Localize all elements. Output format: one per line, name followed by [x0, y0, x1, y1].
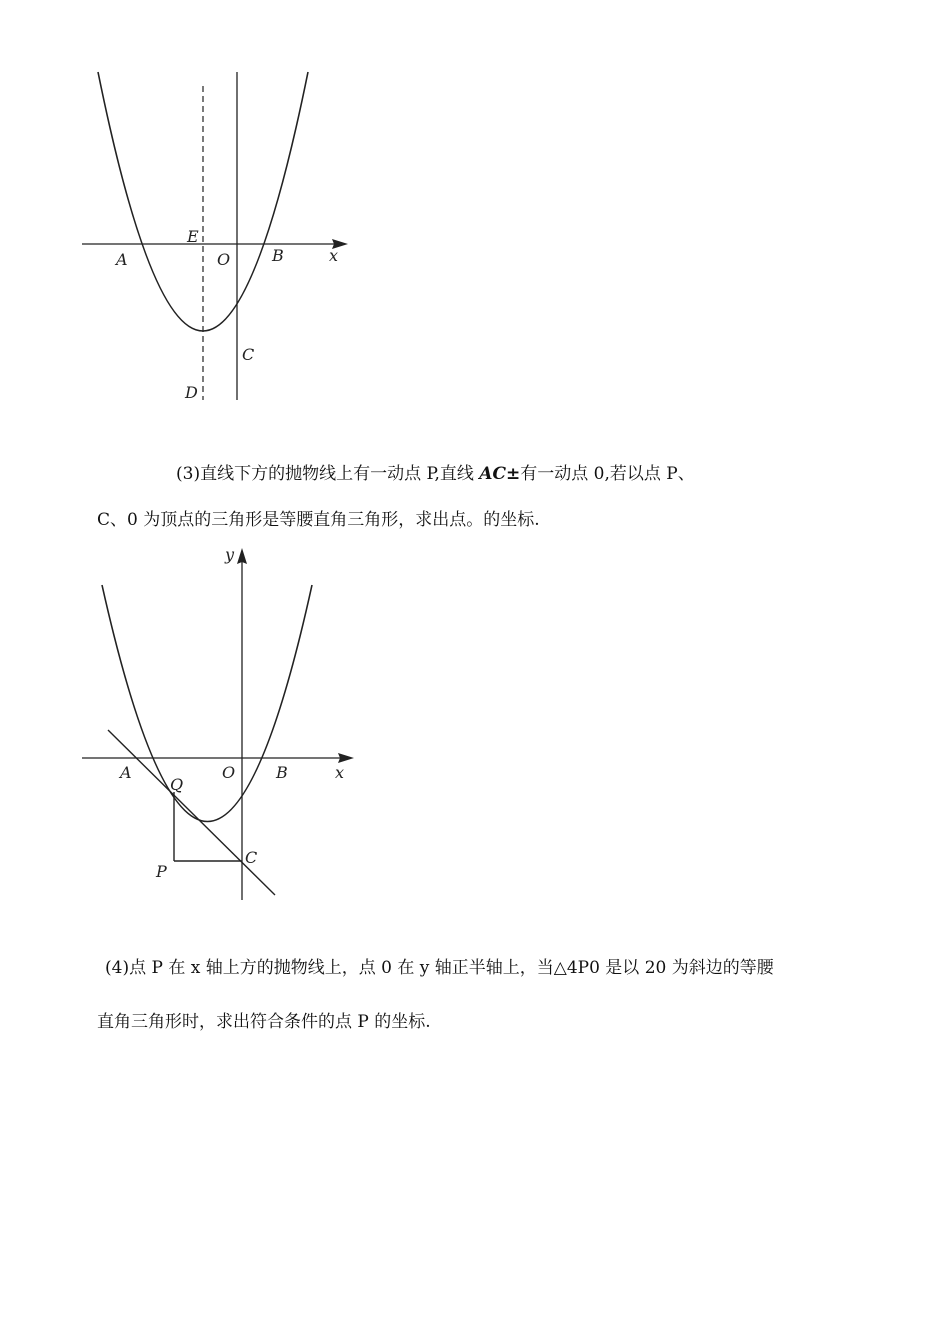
problem-3-line-1-pre: (3)直线下方的抛物线上有一动点 P,直线: [176, 464, 480, 484]
label-B: B: [276, 763, 288, 782]
label-D: D: [185, 383, 198, 402]
label-y: y: [225, 545, 235, 564]
figure-2-svg: [70, 540, 370, 910]
problem-3-line-1-post: 有一动点 0,若以点 P、: [520, 464, 695, 484]
problem-3-line-1: [176, 464, 695, 484]
label-E: E: [187, 227, 199, 246]
label-x: x: [329, 246, 339, 265]
figure-1-svg: [70, 60, 370, 410]
problem-4-line-1: [105, 958, 774, 978]
label-C: C: [242, 345, 255, 364]
problem-3-line-2: [97, 510, 540, 530]
label-O: O: [222, 763, 236, 782]
label-Q: Q: [170, 775, 184, 794]
label-A: A: [120, 763, 132, 782]
problem-4-line-2: [97, 1012, 431, 1032]
label-P: P: [156, 862, 167, 881]
label-A: A: [116, 250, 128, 269]
line-AC: [108, 730, 275, 895]
figure-1-parabola: [70, 60, 370, 410]
problem-3-line-2-text: C、0 为顶点的三角形是等腰直角三角形，求出点。的坐标.: [97, 510, 540, 530]
label-C: C: [245, 848, 258, 867]
label-B: B: [272, 246, 284, 265]
problem-3-ac-symbol: AC±: [479, 464, 521, 484]
x-axis-arrow: [338, 753, 354, 763]
problem-4-line-1-text: (4)点 P 在 x 轴上方的抛物线上，点 0 在 y 轴正半轴上，当△4P0 是以 20 为斜边的等腰: [105, 958, 774, 978]
figure-2-parabola: [70, 540, 370, 910]
y-axis-arrow: [237, 548, 247, 564]
parabola-curve: [102, 585, 312, 822]
problem-4-line-2-text: 直角三角形时，求出符合条件的点 P 的坐标.: [97, 1012, 431, 1032]
label-x: x: [335, 763, 345, 782]
label-O: O: [217, 250, 231, 269]
